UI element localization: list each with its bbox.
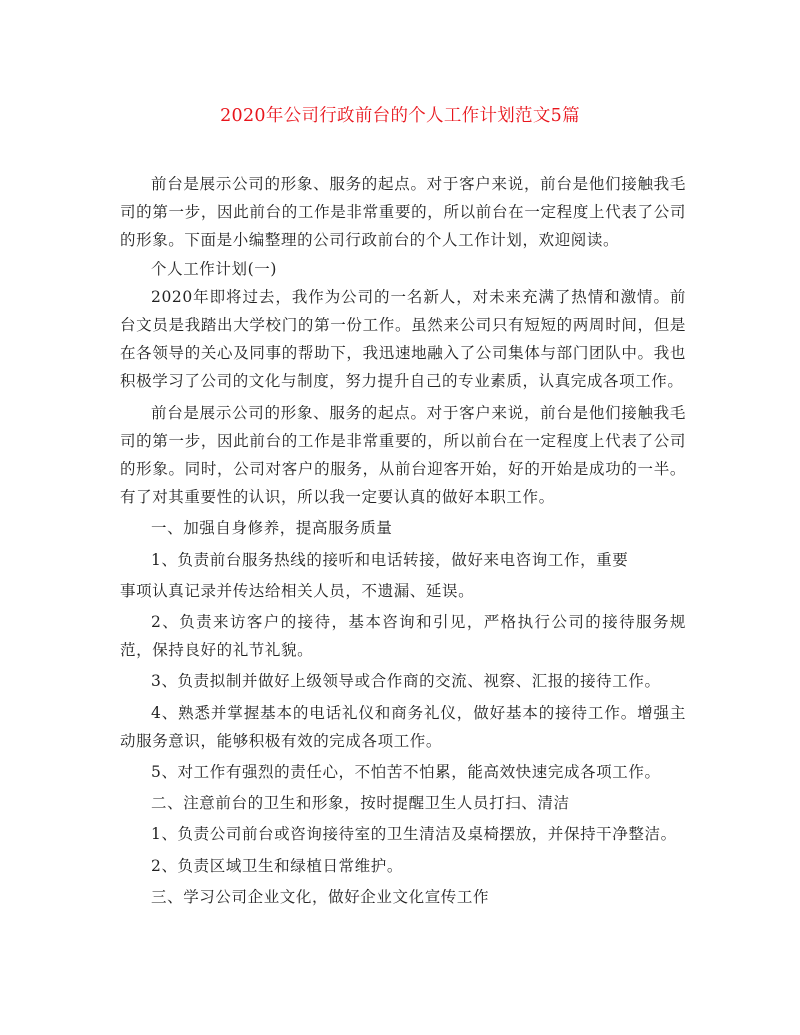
list-item: 2、负责区域卫生和绿植日常维护。 bbox=[151, 856, 403, 875]
section-heading-plan-one: 个人工作计划(一) bbox=[151, 259, 277, 278]
list-item: 5、对工作有强烈的责任心，不怕苦不怕累，能高效快速完成各项工作。 bbox=[151, 763, 661, 782]
list-item: 4、熟悉并掌握基本的电话礼仪和商务礼仪，做好基本的接待工作。增强主动服务意识，能够积极有效的完成各项工作。 bbox=[120, 703, 686, 750]
section-heading: 一、加强自身修养，提高服务质量 bbox=[151, 519, 393, 538]
section-heading: 二、注意前台的卫生和形象，按时提醒卫生人员打扫、清洁 bbox=[151, 794, 570, 813]
document-body bbox=[120, 170, 686, 911]
intro-paragraph: 前台是展示公司的形象、服务的起点。对于客户来说，前台是他们接触我毛司的第一步，因此前台的工作是非常重要的，所以前台在一定程度上代表了公司的形象。下面是小编整理的公司行政前台的个人工作计划，欢迎阅读。 bbox=[120, 175, 686, 250]
section-heading: 三、学习公司企业文化，做好企业文化宣传工作 bbox=[151, 887, 490, 906]
list-item: 2、负责来访客户的接待，基本咨询和引见，严格执行公司的接待服务规范，保持良好的礼节礼貌。 bbox=[120, 613, 686, 660]
document-title: 2020年公司行政前台的个人工作计划范文5篇 bbox=[220, 106, 580, 126]
list-item: 1、负责公司前台或咨询接待室的卫生清洁及桌椅摆放，并保持干净整洁。 bbox=[151, 825, 677, 844]
list-item-continuation: 事项认真记录并传达给相关人员，不遗漏、延误。 bbox=[120, 581, 475, 600]
body-paragraph: 前台是展示公司的形象、服务的起点。对于客户来说，前台是他们接触我毛司的第一步，因此前台的工作是非常重要的，所以前台在一定程度上代表了公司的形象。同时，公司对客户的服务，从前台迎客开始，好的开始是成功的一半。有了对其重要性的认识，所以我一定要认真的做好本职工作。 bbox=[120, 403, 686, 507]
body-paragraph: 2020年即将过去，我作为公司的一名新人，对未来充满了热情和激情。前台文员是我踏出大学校门的第一份工作。虽然来公司只有短短的两周时间，但是在各领导的关心及同事的帮助下，我迅速地融入了公司集体与部门团队中。我也积极学习了公司的文化与制度，努力提升自己的专业素质，认真完成各项工作。 bbox=[120, 287, 686, 391]
list-item: 1、负责前台服务热线的接听和电话转接，做好来电咨询工作，重要 bbox=[151, 550, 629, 569]
list-item: 3、负责拟制并做好上级领导或合作商的交流、视察、汇报的接待工作。 bbox=[151, 672, 661, 691]
